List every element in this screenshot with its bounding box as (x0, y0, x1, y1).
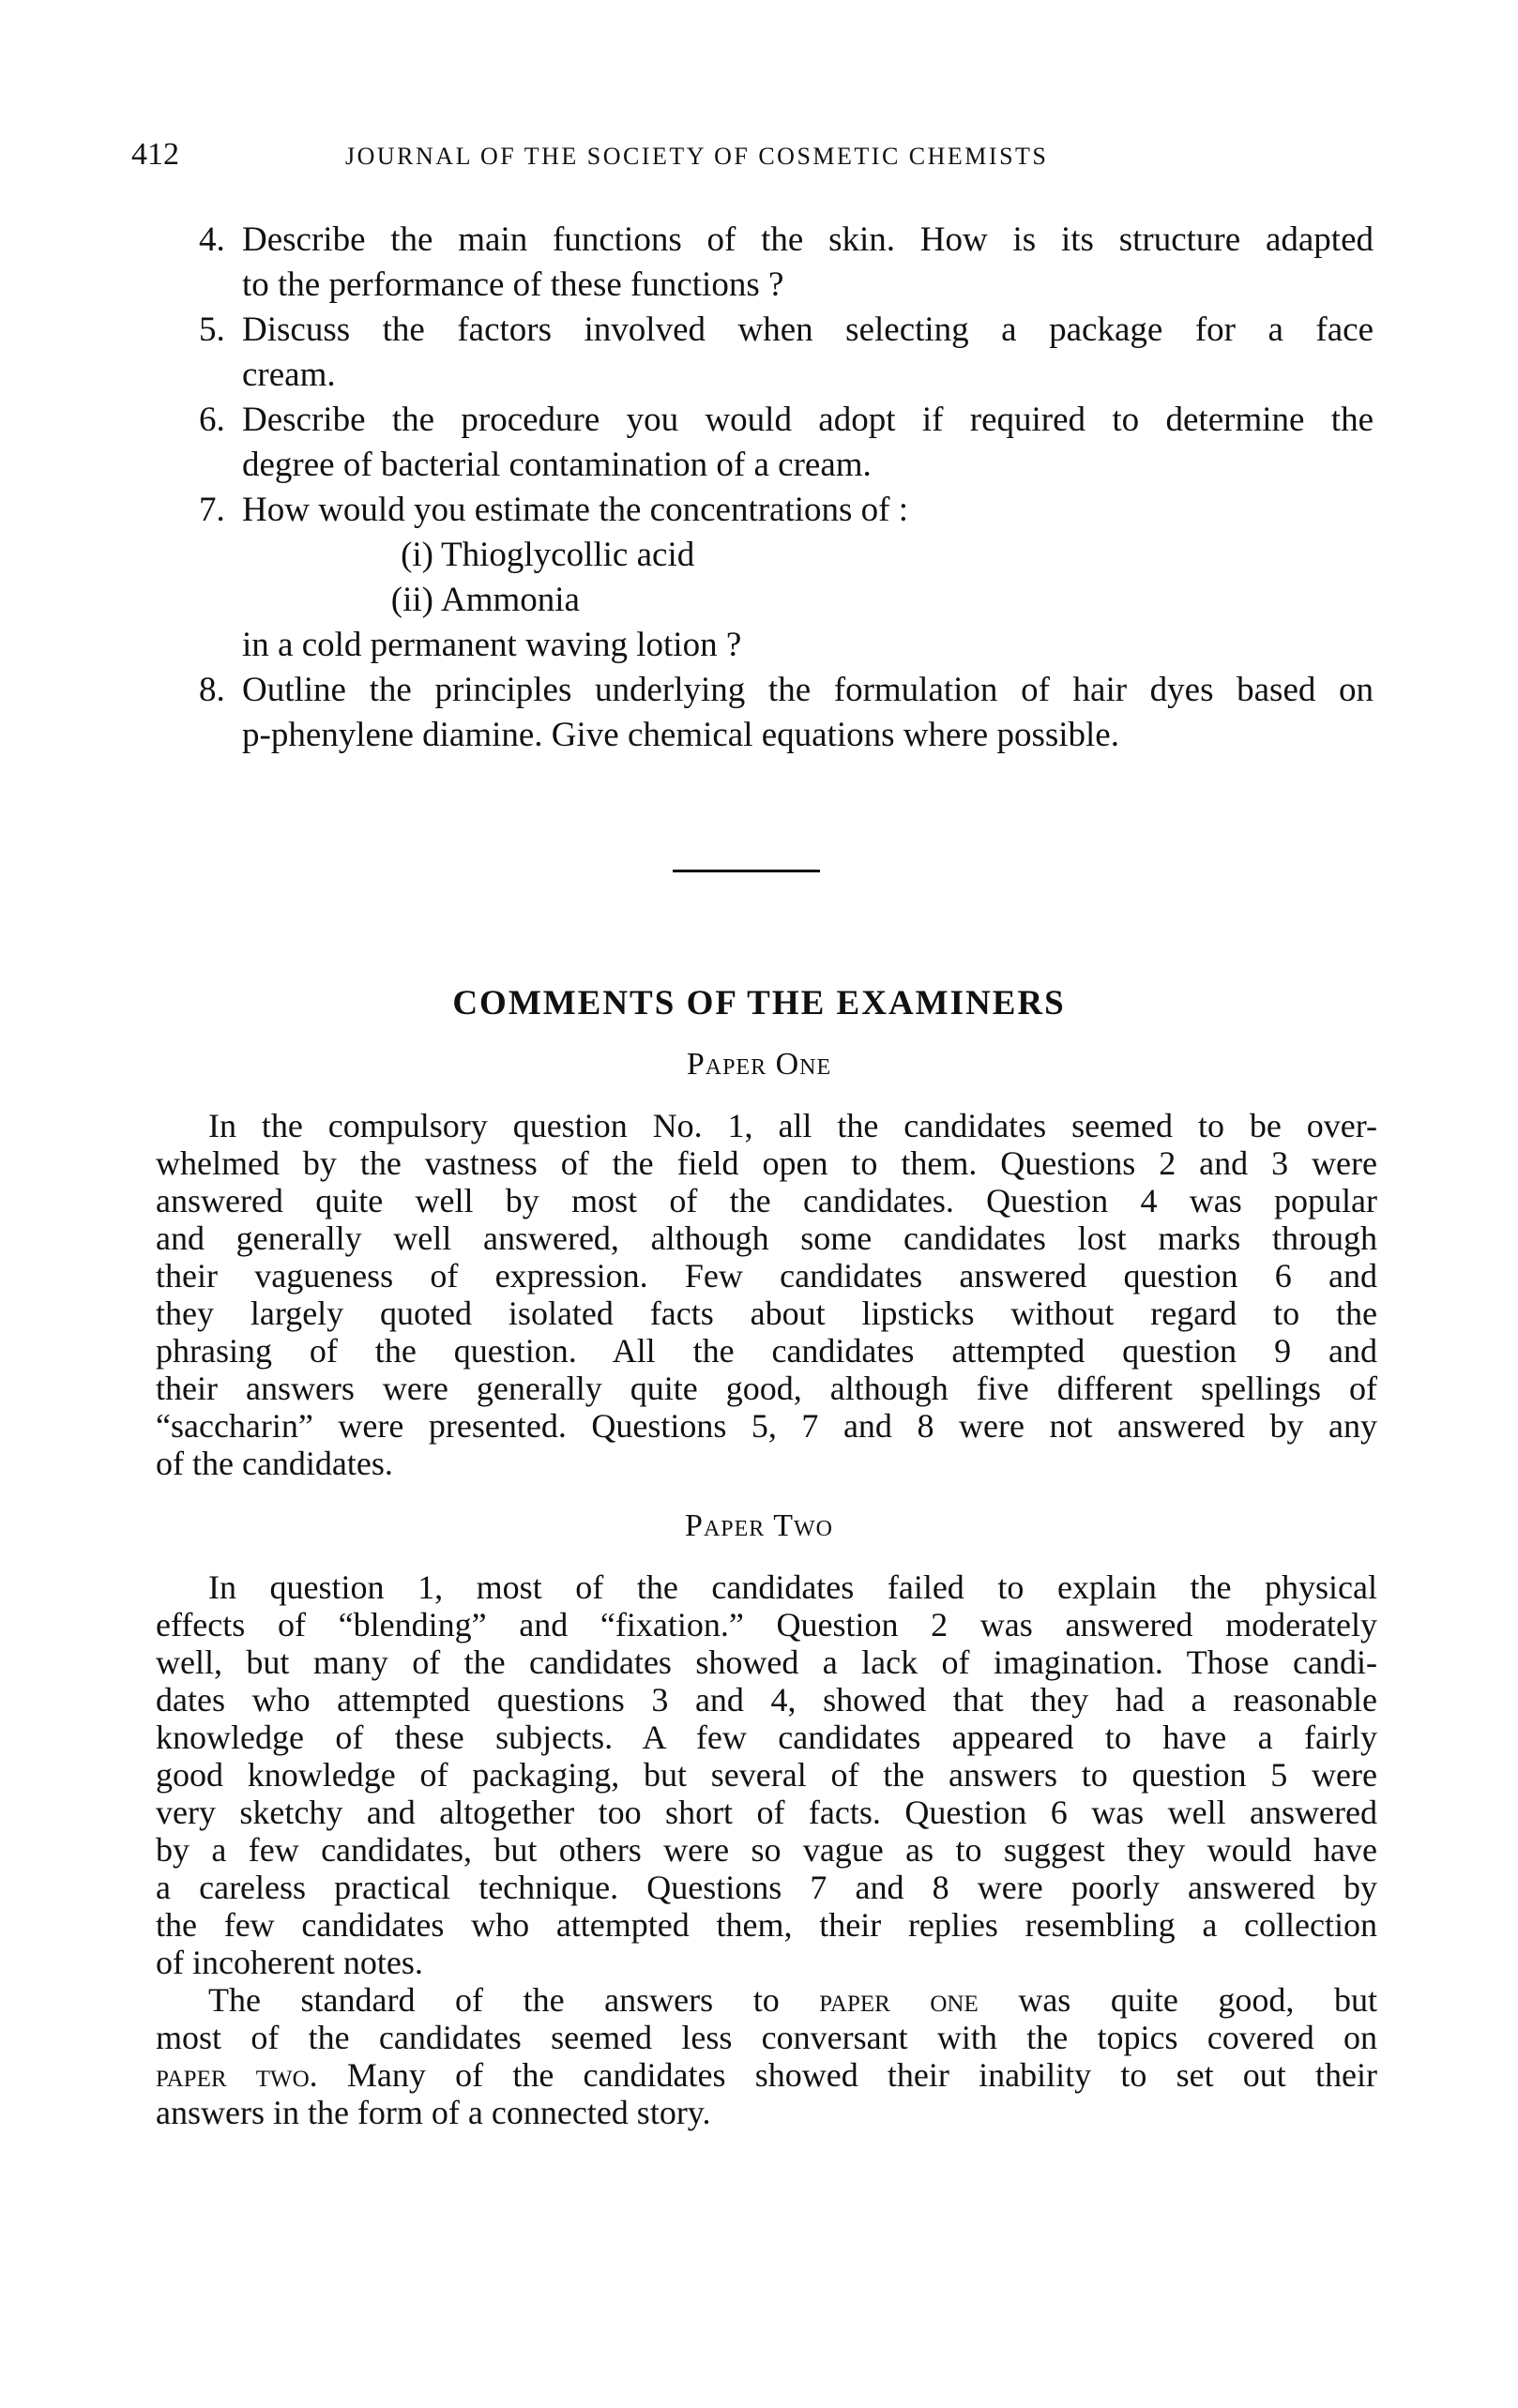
paragraph-line: whelmed by the vastness of the field open to them. Questions 2 and 3 were (156, 1144, 1377, 1182)
paragraph-line: “saccharin” were presented. Questions 5, 7 and 8 were not answered by any (156, 1407, 1377, 1445)
paragraph-line: well, but many of the candidates showed a lack of imagination. Those candi- (156, 1643, 1377, 1681)
paragraph-line: the few candidates who attempted them, their replies resembling a collection (156, 1906, 1377, 1944)
page-number: 412 (131, 137, 179, 172)
paper-one-heading: Paper One (686, 1047, 832, 1082)
paragraph-line: a careless practical technique. Questions 7 and 8 were poorly answered by (156, 1869, 1377, 1906)
paragraph-line: very sketchy and altogether too short of facts. Question 6 was well answered (156, 1794, 1377, 1831)
paragraph-line: dates who attempted questions 3 and 4, showed that they had a reasonable (156, 1681, 1377, 1719)
paragraph-line: their vagueness of expression. Few candidates answered question 6 and (156, 1257, 1377, 1295)
question-list (199, 218, 1374, 758)
paragraph-line: knowledge of these subjects. A few candidates appeared to have a fairly (156, 1719, 1377, 1756)
question-8-line-1: 8. Outline the principles underlying the formulation of hair dyes based on (199, 671, 1374, 709)
section-divider (673, 870, 820, 872)
question-4-line-2: to the performance of these functions ? (242, 265, 784, 304)
question-7-subitem-i: (i) Thioglycollic acid (401, 536, 695, 574)
paper-two-comments (156, 1568, 1377, 1981)
question-5-line-1: 5. Discuss the factors involved when selecting a package for a face (199, 310, 1374, 349)
question-6-line-1: 6. Describe the procedure you would adopt if required to determine the (199, 401, 1374, 439)
paragraph-line: of incoherent notes. (156, 1944, 423, 1981)
paragraph-line: effects of “blending” and “fixation.” Question 2 was answered moderately (156, 1606, 1377, 1643)
paragraph-line: In question 1, most of the candidates failed to explain the physical (208, 1568, 1377, 1606)
running-title: JOURNAL OF THE SOCIETY OF COSMETIC CHEMISTS (345, 143, 1049, 170)
question-6-line-2: degree of bacterial contamination of a cream. (242, 446, 872, 484)
question-7-line-1: 7. How would you estimate the concentrations of : (199, 491, 909, 529)
paragraph-line: paper two. Many of the candidates showed their inability to set out their (156, 2056, 1378, 2094)
paragraph-line: phrasing of the question. All the candidates attempted question 9 and (156, 1332, 1377, 1370)
question-7-tail: in a cold permanent waving lotion ? (242, 626, 742, 664)
paragraph-line: by a few candidates, but others were so vague as to suggest they would have (156, 1831, 1377, 1869)
question-5-line-2: cream. (242, 356, 336, 394)
paragraph-line: good knowledge of packaging, but several of the answers to question 5 were (156, 1756, 1377, 1794)
closing-comments (156, 1981, 1377, 2131)
paragraph-line: The standard of the answers to paper one was quite good, but (208, 1981, 1377, 2019)
question-8-line-2: p-phenylene diamine. Give chemical equations where possible. (242, 716, 1119, 754)
paragraph-line: their answers were generally quite good, although five different spellings of (156, 1370, 1377, 1407)
paragraph-line: most of the candidates seemed less conversant with the topics covered on (156, 2019, 1377, 2056)
paragraph-line: In the compulsory question No. 1, all the candidates seemed to be over- (208, 1107, 1377, 1144)
question-4-line-1: 4. Describe the main functions of the skin. How is its structure adapted (199, 220, 1374, 259)
paper-one-comments (156, 1107, 1377, 1482)
paragraph-line: they largely quoted isolated facts about lipsticks without regard to the (156, 1295, 1377, 1332)
question-7-subitem-ii: (ii) Ammonia (390, 581, 580, 619)
paragraph-line: of the candidates. (156, 1445, 393, 1482)
paragraph-line: answered quite well by most of the candidates. Question 4 was popular (156, 1182, 1377, 1219)
paper-two-heading: Paper Two (685, 1508, 833, 1543)
section-title: COMMENTS OF THE EXAMINERS (452, 984, 1066, 1022)
paragraph-line: and generally well answered, although some candidates lost marks through (156, 1219, 1377, 1257)
paragraph-line: answers in the form of a connected story. (156, 2094, 711, 2131)
